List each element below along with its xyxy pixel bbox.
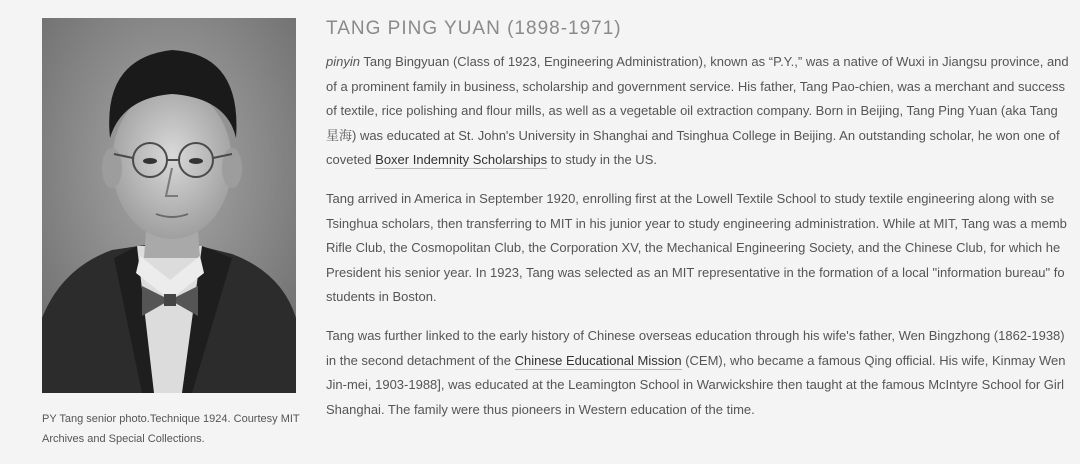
text-line: of a prominent family in business, scholarship and government service. His father, Tang Pao-chien, was a merchant and success bbox=[326, 78, 1065, 94]
pinyin-label: pinyin bbox=[326, 54, 360, 69]
text-span: coveted bbox=[326, 152, 376, 168]
text-span: in the second detachment of the bbox=[326, 352, 515, 368]
text-span: Tang Bingyuan (Class of 1923, Engineering Administration), known as “P.Y.,” was a native of Wuxi in Jiangsu province, and bbox=[359, 54, 1069, 69]
article bbox=[326, 16, 1080, 436]
text-span: to study in the US. bbox=[547, 152, 657, 168]
text-line: 星海) was educated at St. John's University in Shanghai and Tsinghua College in Beijing. An outstanding scholar, he won one of bbox=[326, 127, 1060, 143]
portrait-illustration bbox=[42, 18, 296, 393]
educational-mission-link[interactable]: Chinese Educational Mission bbox=[514, 352, 682, 368]
text-line: students in Boston. bbox=[326, 289, 437, 305]
article-title: TANG PING YUAN (1898-1971) bbox=[326, 18, 622, 39]
text-line: Jin-mei, 1903-1988], was educated at the Leamington School in Warwickshire then taught at the famous McIntyre School for Girl bbox=[326, 377, 1065, 393]
text-line: Tang was further linked to the early history of Chinese overseas education through his wife's father, Wen Bingzhong (1862-1938) bbox=[326, 327, 1065, 343]
photo-column bbox=[42, 18, 300, 449]
caption-line: Archives and Special Collections. bbox=[42, 433, 205, 445]
paragraph-2 bbox=[326, 187, 1080, 310]
text-line bbox=[326, 148, 1080, 173]
text-line: Tsinghua scholars, then transferring to MIT in his junior year to study engineering administration. While at MIT, Tang was a memb bbox=[326, 215, 1067, 231]
caption-line: PY Tang senior photo.Technique 1924. Courtesy MIT bbox=[42, 413, 300, 425]
text-line: Rifle Club, the Cosmopolitan Club, the Corporation XV, the Mechanical Engineering Society, and the Chinese Club, for which he bbox=[326, 240, 1061, 256]
text-line: Shanghai. The family were thus pioneers in Western education of the time. bbox=[326, 401, 755, 417]
photo-caption bbox=[42, 409, 302, 449]
boxer-scholarships-link[interactable]: Boxer Indemnity Scholarships bbox=[375, 152, 548, 168]
portrait-photo bbox=[42, 18, 296, 393]
text-line: of textile, rice polishing and flour mills, as well as a vegetable oil extraction company. Born in Beijing, Tang Ping Yuan (aka Tang bbox=[326, 103, 1058, 119]
paragraph-1 bbox=[326, 50, 1080, 173]
text-line: President his senior year. In 1923, Tang was selected as an MIT representative in the formation of a local "information bureau" fo bbox=[326, 264, 1065, 280]
text-line: Tang arrived in America in September 1920, enrolling first at the Lowell Textile School to study textile engineering along with se bbox=[326, 190, 1055, 206]
text-line bbox=[326, 349, 1080, 374]
text-line bbox=[326, 50, 1080, 75]
paragraph-3 bbox=[326, 324, 1080, 422]
text-span: (CEM), who became a famous Qing official. His wife, Kinmay Wen bbox=[681, 352, 1066, 368]
